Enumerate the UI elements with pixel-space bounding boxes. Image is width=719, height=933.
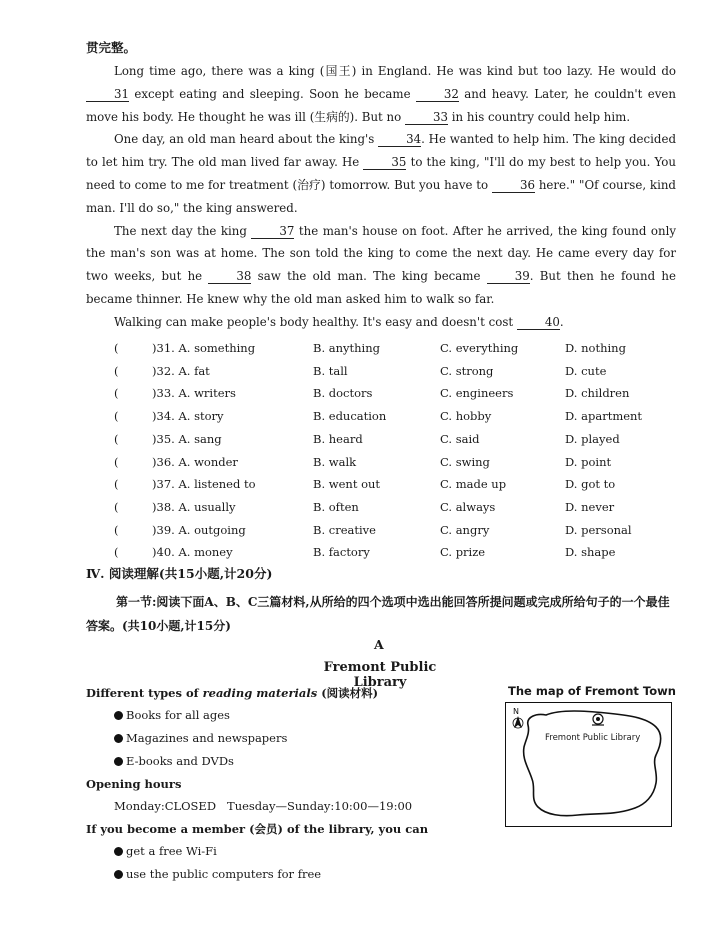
passage-text: The next day the king (114, 223, 252, 238)
option-c[interactable]: C. said (440, 431, 480, 446)
town-map (505, 702, 672, 827)
bullet-icon (114, 757, 123, 766)
question-row (86, 545, 686, 565)
question-number: )38. A. usually (152, 499, 236, 514)
question-row (86, 409, 686, 429)
question-number: )32. A. fat (152, 363, 210, 378)
material-item: E-books and DVDs (86, 750, 496, 773)
option-d[interactable]: D. personal (565, 522, 632, 537)
blank-number: 34 (378, 132, 421, 147)
question-number: )40. A. money (152, 545, 233, 560)
option-c[interactable]: C. swing (440, 454, 490, 469)
passage-text: Long time ago, there was a king (国王) in England. He was kind but too lazy. He would do (114, 64, 676, 78)
cloze-paragraph (86, 60, 676, 128)
answer-slot[interactable]: ( (114, 341, 119, 355)
passage-text: to the king, "I'll do my best to help you. You need to come to me for treatment (治疗) tomorrow. But you have to (86, 155, 676, 192)
answer-slot[interactable]: ( (114, 386, 119, 401)
answer-slot[interactable]: ( (114, 409, 119, 424)
option-c[interactable]: C. angry (440, 522, 490, 537)
question-row (86, 364, 686, 384)
question-number-text: 35 (156, 431, 172, 446)
blank-number: 33 (405, 110, 448, 125)
question-row (86, 477, 686, 497)
option-d[interactable]: D. apartment (565, 409, 643, 424)
option-c[interactable]: C. everything (440, 341, 519, 355)
answer-slot[interactable]: ( (114, 363, 119, 378)
question-number-text: 33 (156, 386, 172, 401)
option-a[interactable]: A. sang (178, 431, 222, 446)
map-title: The map of Fremont Town (508, 684, 676, 698)
option-b[interactable]: B. often (313, 499, 359, 514)
option-a[interactable]: A. wonder (178, 454, 238, 469)
option-b[interactable]: B. heard (313, 431, 363, 446)
library-info (86, 682, 496, 886)
passage-text: . He wanted to help him. The king decided to let him try. The old man lived far away. He (86, 132, 676, 170)
bullet-icon (114, 847, 123, 856)
member-benefit: get a free Wi-Fi (86, 840, 496, 863)
passage-text: in his country could help him. (448, 109, 631, 124)
map-library-label: Fremont Public Library (545, 733, 641, 743)
question-row (86, 500, 686, 520)
option-d[interactable]: D. got to (565, 477, 616, 492)
blank-number: 36 (492, 178, 535, 193)
member-heading: If you become a member (会员) of the library, you can (86, 822, 429, 836)
member-benefit: use the public computers for free (86, 863, 496, 886)
section-title: Ⅳ. 阅读理解(共15小题,计20分) (86, 566, 273, 581)
question-number-text: 37 (156, 477, 172, 492)
answer-slot[interactable]: ( (114, 545, 119, 560)
option-a[interactable]: A. listened to (178, 477, 256, 492)
option-b[interactable]: B. doctors (313, 386, 373, 401)
option-b[interactable]: B. factory (313, 545, 370, 560)
option-b[interactable]: B. anything (313, 341, 380, 355)
passage-text: . But then he found he became thinner. He knew why the old man asked him to walk so far. (86, 269, 677, 306)
option-c[interactable]: C. engineers (440, 386, 514, 401)
question-row (86, 432, 686, 452)
passage-text: except eating and sleeping. Soon he became (129, 86, 416, 101)
material-item: Magazines and newspapers (86, 727, 496, 750)
option-a[interactable]: A. fat (178, 363, 210, 378)
answer-slot[interactable]: ( (114, 499, 119, 514)
option-a[interactable]: A. something (178, 341, 256, 355)
option-a[interactable]: A. money (178, 545, 233, 560)
question-number: )31. A. something (152, 341, 256, 355)
option-a[interactable]: A. story (178, 409, 224, 424)
question-number: )39. A. outgoing (152, 522, 246, 537)
bullet-icon (114, 734, 123, 743)
blank-number: 39 (487, 269, 530, 284)
blank-number: 40 (517, 315, 560, 330)
passage-text: the man's house on foot. After he arrived, the king found only the man's son was at home. The son told the king to come the next day. He came every day for two weeks, but he (86, 223, 677, 284)
question-number: )33. A. writers (152, 386, 236, 401)
blank-number: 31 (86, 87, 129, 102)
option-c[interactable]: C. made up (440, 477, 507, 492)
blank-number: 37 (251, 224, 294, 239)
option-c[interactable]: C. strong (440, 363, 494, 378)
question-row (86, 455, 686, 475)
question-number-text: 38 (156, 499, 172, 514)
passage-text: Walking can make people's body healthy. It's easy and doesn't cost (114, 314, 517, 329)
question-number-text: 40 (156, 545, 172, 560)
question-row (86, 523, 686, 543)
option-b[interactable]: B. creative (313, 522, 376, 537)
question-number-text: 36 (156, 454, 172, 469)
option-d[interactable]: D. children (565, 386, 630, 401)
question-number: )34. A. story (152, 409, 224, 424)
option-d[interactable]: D. point (565, 454, 612, 469)
question-row (86, 386, 686, 406)
option-a[interactable]: A. outgoing (178, 522, 246, 537)
bullet-icon (114, 870, 123, 879)
question-number-text: 39 (156, 522, 172, 537)
option-b[interactable]: B. went out (313, 477, 381, 492)
cloze-paragraph (86, 220, 676, 311)
blank-number: 35 (363, 155, 406, 170)
option-d[interactable]: D. played (565, 431, 620, 446)
option-d[interactable]: D. shape (565, 545, 616, 560)
answer-slot[interactable]: ( (114, 431, 119, 446)
question-number-text: 32 (156, 363, 172, 378)
question-number-text: 31 (156, 341, 172, 355)
passage-text: . (559, 314, 564, 329)
cloze-paragraph (86, 128, 676, 219)
library-title: Fremont Public Library (323, 660, 437, 690)
passage-text: and heavy. Later, he couldn't even move his body. He thought he was ill (生病的). But no (86, 86, 676, 124)
town-outline (524, 711, 661, 816)
option-b[interactable]: B. education (313, 409, 387, 424)
question-number: )36. A. wonder (152, 454, 238, 469)
north-arrow-icon (513, 707, 523, 728)
option-d[interactable]: D. nothing (565, 341, 626, 355)
passage-text: here." "Of course, kind man. I'll do so," the king answered. (86, 177, 676, 215)
bullet-icon (114, 711, 123, 720)
hours-heading: Opening hours (86, 777, 182, 791)
material-item: Books for all ages (86, 704, 496, 727)
option-a[interactable]: A. usually (178, 499, 236, 514)
question-row (86, 341, 686, 361)
blank-number: 38 (208, 269, 251, 284)
hours-text: Monday:CLOSED Tuesday—Sunday:10:00—19:00 (114, 799, 413, 813)
library-marker-icon (592, 714, 604, 725)
section-instructions: 第一节:阅读下面A、B、C三篇材料,从所给的四个选项中选出能回答所提问题或完成所给句子的一个最佳答案。(共10小题,计15分) (86, 595, 670, 633)
option-d[interactable]: D. never (565, 499, 615, 514)
answer-slot[interactable]: ( (114, 454, 119, 469)
materials-heading: Different types of reading materials (阅读材料) (86, 686, 379, 700)
option-b[interactable]: B. tall (313, 363, 348, 378)
cloze-instruction: 贯完整。 (86, 40, 137, 55)
option-c[interactable]: C. always (440, 499, 496, 514)
passage-text: saw the old man. The king became (251, 269, 487, 284)
passage-letter: A (374, 637, 384, 652)
cloze-paragraph (86, 311, 676, 334)
option-d[interactable]: D. cute (565, 363, 607, 378)
passage-text: One day, an old man heard about the king's (114, 132, 379, 147)
map-drawing (506, 703, 670, 825)
option-c[interactable]: C. prize (440, 545, 486, 560)
question-number: )37. A. listened to (152, 477, 256, 492)
option-b[interactable]: B. walk (313, 454, 357, 469)
option-a[interactable]: A. writers (178, 386, 236, 401)
question-number: )35. A. sang (152, 431, 222, 446)
svg-text:N: N (513, 707, 519, 716)
question-number-text: 34 (156, 409, 172, 424)
cloze-passage (86, 60, 676, 334)
option-c[interactable]: C. hobby (440, 409, 492, 424)
answer-slot[interactable]: ( (114, 477, 119, 492)
blank-number: 32 (416, 87, 459, 102)
answer-slot[interactable]: ( (114, 522, 119, 537)
